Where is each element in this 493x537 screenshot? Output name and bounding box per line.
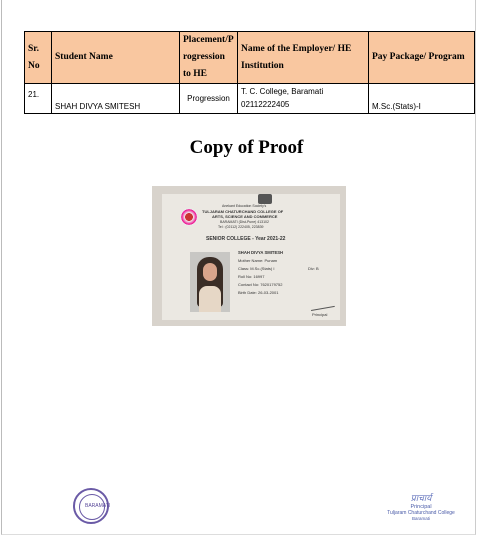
id-mother: Mother Name: Punam (238, 258, 278, 263)
header-sr-no: Sr. No (25, 32, 52, 84)
stamp-city: Baramati (411, 516, 430, 521)
id-principal: Principal (312, 312, 328, 317)
employer-name: T. C. College, Baramati (241, 86, 324, 96)
student-photo (190, 252, 230, 312)
id-card-image (152, 186, 346, 326)
header-pay-package: Pay Package/ Program (369, 32, 475, 84)
stamp-college: Tuljaram Chaturchand College (387, 510, 455, 516)
cell-placement: Progression (180, 84, 238, 114)
header-employer: Name of the Employer/ HE Institution (238, 32, 369, 84)
id-div: Div: B (308, 266, 319, 271)
photo-body (199, 286, 221, 312)
principal-sign-stamp (383, 491, 459, 521)
cell-employer (238, 84, 369, 114)
table-row (25, 84, 475, 114)
id-roll: Roll No: 16997 (238, 274, 265, 279)
id-card-body (162, 194, 340, 320)
student-table (24, 31, 475, 114)
header-placement: Placement/P rogression to HE (180, 32, 238, 84)
id-contact: Contact No: 7620179752 (238, 282, 283, 287)
lanyard-clip (258, 194, 272, 204)
principal-signature (309, 296, 335, 311)
photo-face (203, 263, 217, 281)
table-header-row (25, 32, 475, 84)
id-society: Anekant Education Society's (222, 204, 267, 208)
header-student-name: Student Name (52, 32, 180, 84)
proof-title: Copy of Proof (189, 137, 304, 158)
cell-student-name: SHAH DIVYA SMITESH (52, 84, 180, 114)
id-name: SHAH DIVYA SMITESH (238, 250, 284, 255)
id-address: BARAMATI (Dist-Pune) 413102 (220, 220, 269, 224)
id-section: SENIOR COLLEGE - Year 2021-22 (206, 236, 286, 242)
id-college-line1: TULJARAM CHATURCHAND COLLEGE OF (202, 209, 284, 214)
id-tel: Tel : (02112) 222405, 223839 (218, 225, 264, 229)
stamp-principal: Principal (410, 504, 432, 510)
college-logo-icon (180, 208, 198, 226)
id-class: Class: M.Sc.(Stats) I (238, 266, 275, 271)
id-college-line2: ARTS, SCIENCE AND COMMERCE (212, 214, 278, 219)
cell-pay-package: M.Sc.(Stats)-I (369, 84, 475, 114)
college-seal-stamp (73, 488, 109, 524)
seal-text: BARAMATI (85, 503, 111, 509)
signature-scribble: प्राचार्य (410, 493, 432, 503)
id-birth: Birth Date: 26-03-2001 (238, 290, 279, 295)
cell-sr-no: 21. (25, 84, 52, 114)
employer-phone: 02112222405 (241, 99, 290, 109)
